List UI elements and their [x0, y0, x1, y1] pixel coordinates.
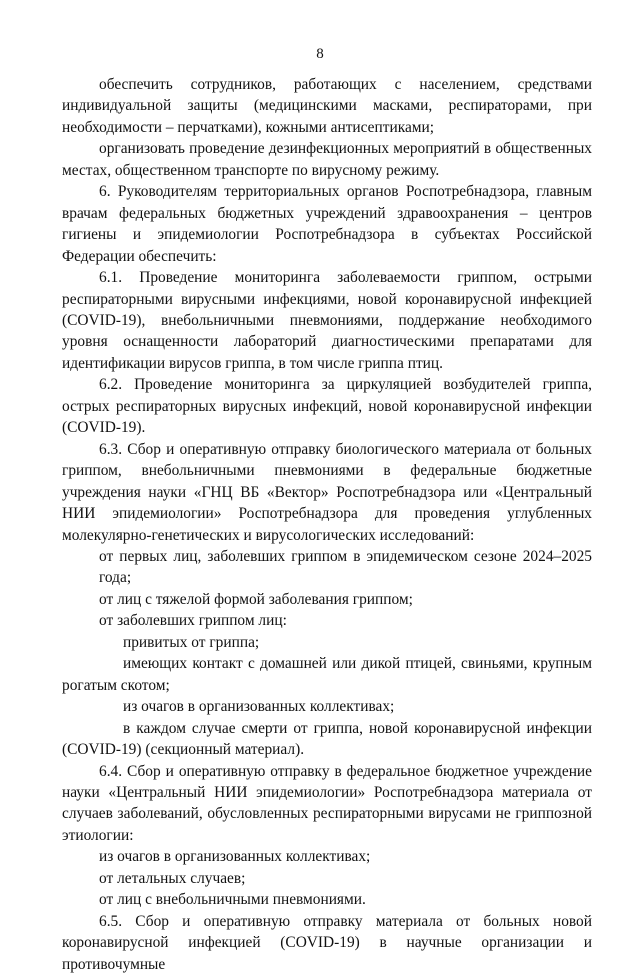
list-item: от лиц с внебольничными пневмониями.	[99, 891, 366, 909]
page-number: 8	[316, 46, 324, 62]
paragraph: 6.5. Сбор и оперативную отправку материала от больных новой коронавирусной инфекцией (COVID-19) в научные организации и противочумные	[62, 912, 592, 973]
paragraph: организовать проведение дезинфекционных мероприятий в общественных местах, общественном транспорте по вирусному режиму.	[62, 140, 592, 179]
list-item: от летальных случаев;	[99, 869, 246, 887]
paragraph: 6.3. Сбор и оперативную отправку биологического материала от больных гриппом, внебольничными пневмониями в федеральные бюджетные учреждения науки «ГНЦ ВБ «Вектор» Роспотребнадзора или «Центральный НИИ эпидемиологии» Роспотребнадзора для проведения углубленных молекулярно-генетических и вирусологических исследований:	[62, 440, 592, 544]
list-item: от заболевших гриппом лиц:	[99, 612, 287, 630]
paragraph: 6.1. Проведение мониторинга заболеваемости гриппом, острыми респираторными вирусными инфекциями, новой коронавирусной инфекцией (COVID-19), внебольничными пневмониями, поддержание необходимого уровня оснащенности лабораторий диагностическими препаратами для идентификации вирусов гриппа, в том числе гриппа птиц.	[62, 269, 592, 372]
sub-list-item: из очагов в организованных коллективах;	[123, 698, 395, 716]
paragraph: 6.2. Проведение мониторинга за циркуляцией возбудителей гриппа, острых респираторных вирусных инфекций, новой коронавирусной инфекции (COVID-19).	[62, 376, 592, 437]
paragraph: 6.4. Сбор и оперативную отправку в федеральное бюджетное учреждение науки «Центральный НИИ эпидемиологии» Роспотребнадзора материала от случаев заболеваний, обусловленных респираторными вирусами не гриппозной этиологии:	[62, 762, 592, 844]
list-item: из очагов в организованных коллективах;	[99, 848, 371, 866]
paragraph: обеспечить сотрудников, работающих с населением, средствами индивидуальной защиты (медицинскими масками, респираторами, при необходимости – перчатками), кожными антисептиками;	[62, 76, 592, 136]
document-body	[62, 74, 592, 975]
sub-list-item: имеющих контакт с домашней или дикой птицей, свиньями, крупным рогатым скотом;	[62, 655, 592, 694]
paragraph: 6. Руководителям территориальных органов Роспотребнадзора, главным врачам федеральных бюджетных учреждений здравоохранения – центров гигиены и эпидемиологии Роспотребнадзора в субъектах Российской Федерации обеспечить:	[62, 183, 592, 265]
sub-list-item: привитых от гриппа;	[123, 633, 260, 651]
sub-list-item: в каждом случае смерти от гриппа, новой коронавирусной инфекции (COVID-19) (секционный материал).	[62, 719, 592, 759]
list-item: от лиц с тяжелой формой заболевания гриппом;	[99, 590, 413, 608]
list-item: от первых лиц, заболевших гриппом в эпидемическом сезоне 2024–2025 года;	[99, 547, 592, 587]
